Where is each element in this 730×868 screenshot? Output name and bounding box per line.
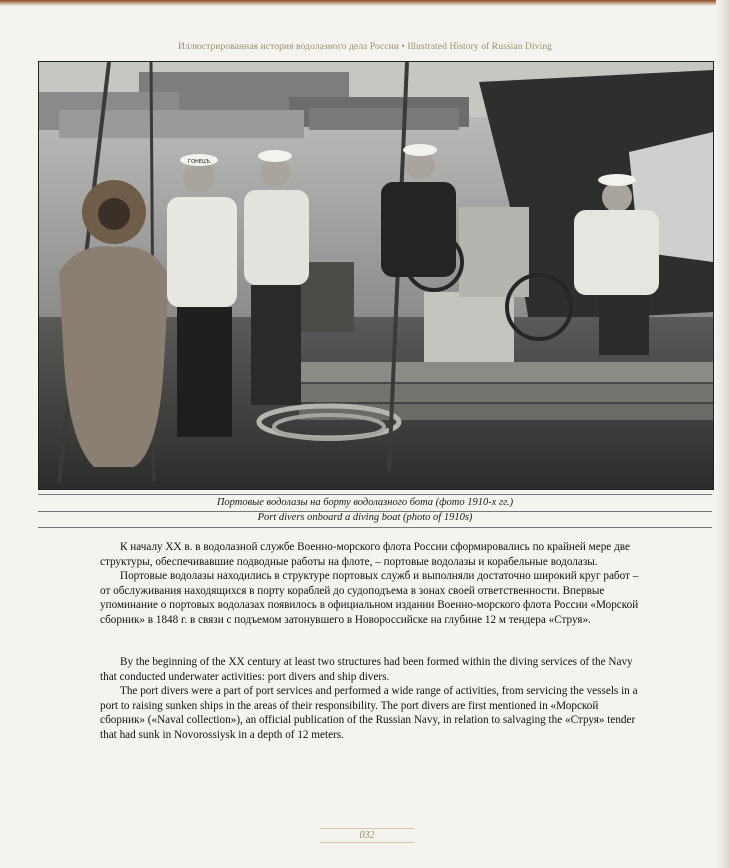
body-text-en <box>100 655 640 743</box>
caption-rule-bottom <box>38 527 712 528</box>
page-number: 032 <box>320 828 414 843</box>
cap-band-text: ГОНЕЦЪ <box>188 159 210 165</box>
body-text-ru <box>100 540 640 628</box>
paragraph-ru-1: К началу XX в. в водолазной службе Военно-морского флота России сформировались по крайней мере две структуры, обеспечивавшие подводные работы на флоте, – портовые водолазы и корабельные водолазы. <box>100 541 630 568</box>
page-right-edge <box>716 0 730 868</box>
paragraph-ru-2: Портовые водолазы находились в структуре портовых служб и выполняли достаточно широкий круг работ – от обслуживания находящихся в порту кораблей до судоподъема в зонах своей ответственности. Впервые упоминание о портовых водолазах появилось в официальном издании Военно-морского флота России «Морской сборник» в 1848 г. в связи с подъемом затонувшего в Новороссийске на глубине 12 м тендера «Струя». <box>100 570 639 626</box>
caption-en: Port divers onboard a diving boat (photo of 1910s) <box>257 512 473 523</box>
caption-ru: Портовые водолазы на борту водолазного бота (фото 1910-х гг.) <box>216 497 514 508</box>
page-top-edge <box>0 0 730 6</box>
paragraph-en-1: By the beginning of the XX century at least two structures had been formed within the diving services of the Navy that conducted underwater activities: port divers and ship divers. <box>100 656 633 683</box>
paragraph-en-2: The port divers were a part of port services and performed a wide range of activities, from servicing the vessels in a port to raising sunken ships in the areas of their responsibility. The port divers are first mentioned in «Морской сборник» («Naval collection»), an official publication of the Russian Navy, in relation to salvaging the «Струя» tender that had sunk in Novorossiysk in a depth of 12 meters. <box>100 685 638 741</box>
historical-photo <box>38 61 714 490</box>
caption-rule-top <box>38 494 712 495</box>
running-head: Иллюстрированная история водолазного дела России • Illustrated History of Russian Diving <box>177 42 553 52</box>
